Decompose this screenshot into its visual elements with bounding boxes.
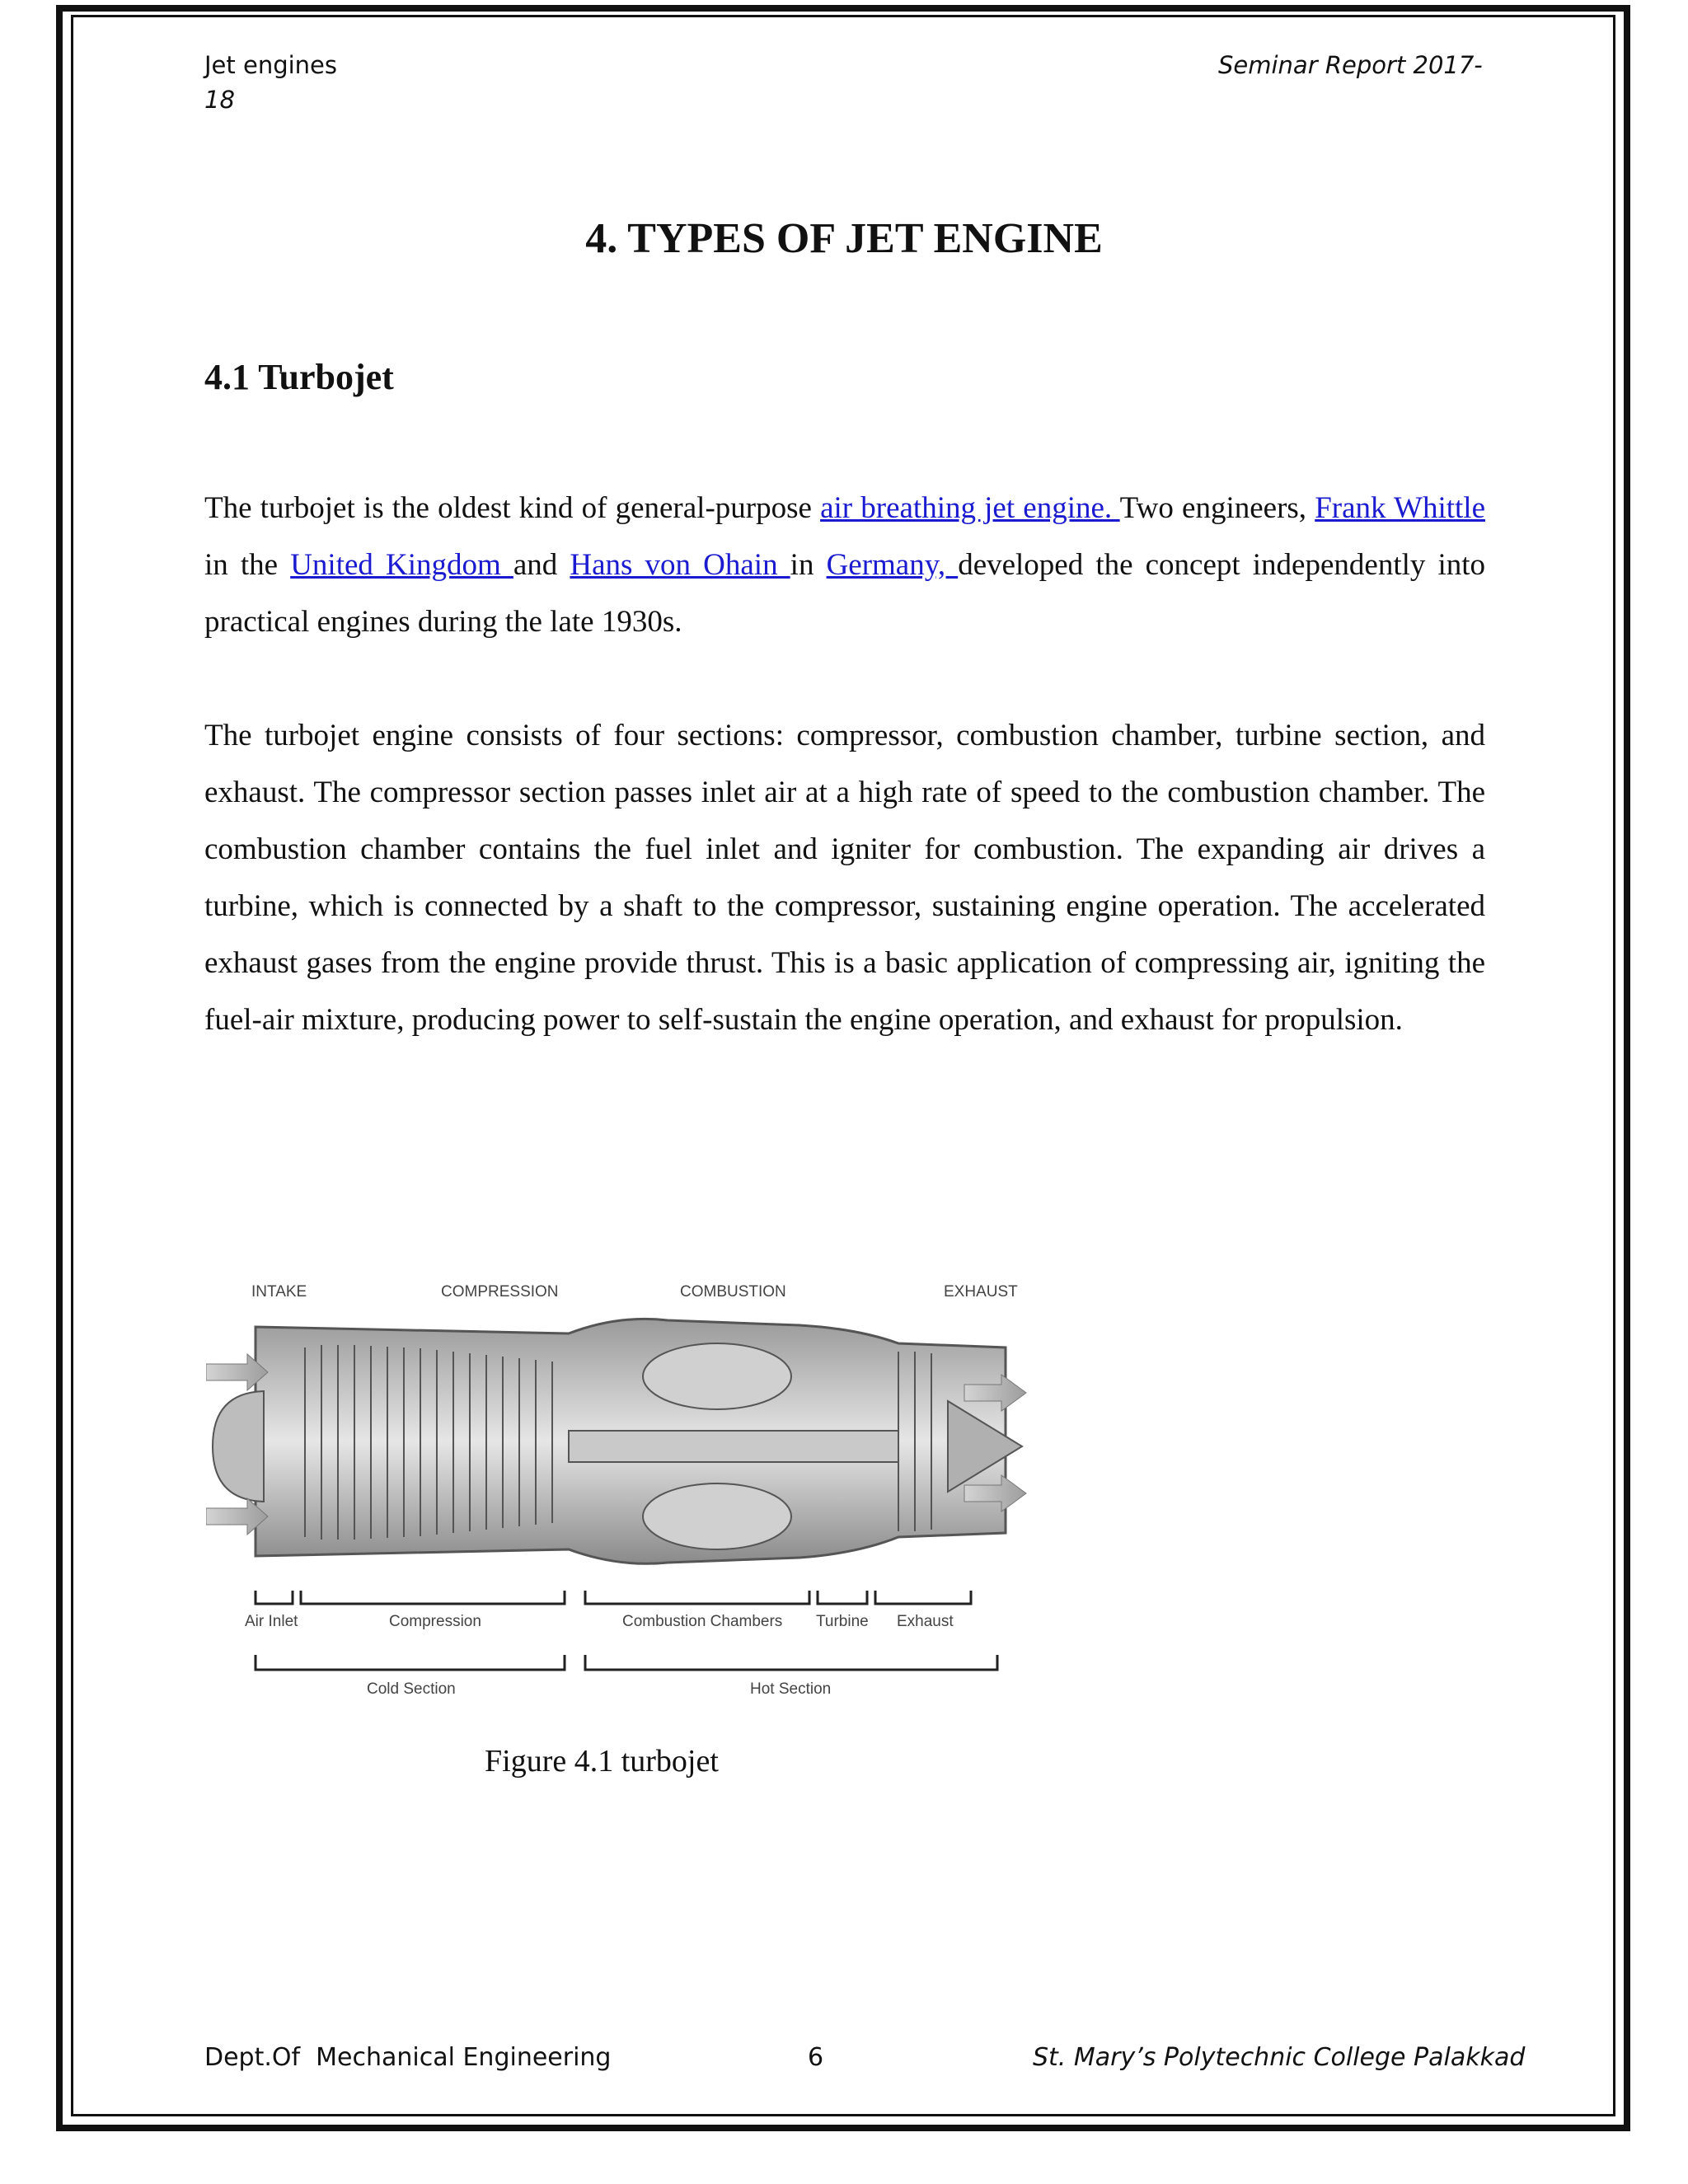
link-air-breathing-jet-engine[interactable]: air breathing jet engine. <box>820 491 1120 525</box>
label-exhaust-section: Exhaust <box>897 1613 954 1630</box>
label-combustion-chambers: Combustion Chambers <box>622 1613 783 1630</box>
text: in <box>790 548 827 582</box>
paragraph-intro <box>204 480 1485 650</box>
link-united-kingdom[interactable]: United Kingdom <box>290 548 513 582</box>
label-turbine: Turbine <box>816 1613 869 1630</box>
footer-college: St. Mary’s Polytechnic College Palakkad <box>1033 2043 1526 2072</box>
text: The turbojet is the oldest kind of general-purpose <box>204 491 821 525</box>
text: in the <box>204 548 291 582</box>
link-frank-whittle[interactable]: Frank Whittle <box>1315 491 1485 525</box>
link-hans-von-ohain[interactable]: Hans von Ohain <box>570 548 790 582</box>
text: and <box>513 548 570 582</box>
paragraph-sections: The turbojet engine consists of four sections: compressor, combustion chamber, turbine section, and exhaust. The compressor section passes inlet air at a high rate of speed to the combustion chamber. The combustion chamber contains the fuel inlet and igniter for combustion. The expanding air drives a turbine, which is connected by a shaft to the compressor, sustaining engine operation. The accelerated exhaust gases from the engine provide thrust. This is a basic application of compressing air, igniting the fuel-air mixture, producing power to self-sustain the engine operation, and exhaust for propulsion. <box>204 719 1485 1037</box>
label-air-inlet: Air Inlet <box>245 1613 298 1630</box>
label-compression-section: Compression <box>389 1613 481 1630</box>
turbojet-diagram <box>206 1269 1030 1714</box>
label-compression: COMPRESSION <box>441 1283 559 1301</box>
chapter-title: 4. TYPES OF JET ENGINE <box>585 215 1103 262</box>
text: Two engineers, <box>1119 491 1315 525</box>
link-germany[interactable]: Germany, <box>826 548 959 582</box>
footer-department: Dept.Of Mechanical Engineering <box>204 2043 612 2072</box>
header-right: Seminar Report 2017- <box>1218 51 1483 79</box>
page-border-inner <box>71 15 1615 2116</box>
footer-page-number: 6 <box>808 2043 824 2072</box>
text: developed the concept independently into practical engines during the late 1930s. <box>204 548 1486 639</box>
label-combustion: COMBUSTION <box>680 1283 786 1301</box>
label-intake: INTAKE <box>251 1283 307 1301</box>
header-left: Jet engines <box>204 51 338 79</box>
label-hot-section: Hot Section <box>750 1680 832 1698</box>
figure-caption: Figure 4.1 turbojet <box>485 1744 719 1779</box>
header-right-continuation: 18 <box>204 86 235 114</box>
section-title: 4.1 Turbojet <box>204 357 394 397</box>
label-cold-section: Cold Section <box>367 1680 456 1698</box>
label-exhaust: EXHAUST <box>944 1283 1018 1301</box>
